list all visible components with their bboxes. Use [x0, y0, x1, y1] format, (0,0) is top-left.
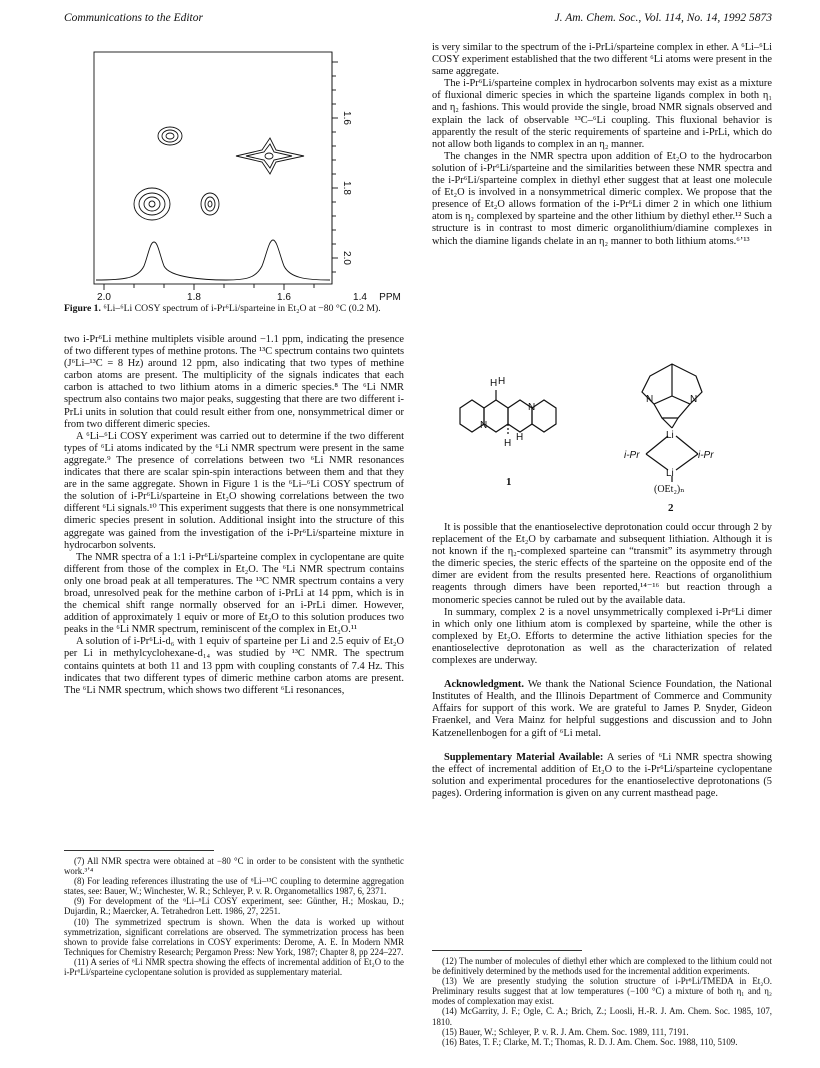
supplementary-material — [432, 752, 772, 800]
paragraph: A solution of i-Pr⁶Li-d₆ with 1 equiv of sparteine per Li and 2.5 equiv of Et₂O per Li in methylcyclohexane-d₁₄ was studied by ¹³C NMR. The spectrum contains quintets at both 11 and 13 ppm with coupling constants of 7.4 Hz. This indicates that two different types of dimeric methine carbon atoms are present. The ⁶Li NMR spectrum, which shows two different ⁶Li resonances, — [64, 636, 404, 696]
paragraph: two i-Pr⁶Li methine multiplets visible around −1.1 ppm, indicating the presence of two different types of methine protons. The ¹³C spectrum contains two quintets (J⁶Li–¹³C = 8 Hz) around 12 ppm, also indicating that two types of methine carbon atoms are present. The multiplicity of the signals indicates that each carbon is attached to two lithium atoms in a dimeric species.⁸ The ⁶Li NMR spectrum also contains two major peaks, suggesting that there are two different i-PrLi units in solution that could result either from one, nonsymmetrical dimer or from two different dimeric species. — [64, 334, 404, 430]
atom-label-n: N — [480, 420, 488, 431]
footnote: (12) The number of molecules of diethyl ether which are complexed to the lithium could not be definitively determined by the methods used for the incremental addition experiments. — [432, 956, 772, 977]
acknowledgment — [432, 679, 772, 739]
atom-label-li: Li — [666, 468, 674, 479]
structures-figure — [440, 356, 770, 486]
x-tick-label: 2.0 — [97, 292, 111, 300]
footnote: (11) A series of ⁶Li NMR spectra showing the effects of incremental addition of Et₂O to the i-Pr⁶Li/sparteine cyclopentane solution is provided as supplementary material. — [64, 956, 404, 978]
atom-label-n: N — [690, 394, 698, 405]
footnote: (7) All NMR spectra were obtained at −80 °C in order to be consistent with the synthetic work.³ʼ⁴ — [64, 856, 404, 877]
footnote: (8) For leading references illustrating the use of ⁶Li–¹³C coupling to determine aggregation states, see: Bauer, W.; Winchester, W. R.; Schleyer, P. v. R. Organometallics 1987, 6, 2371. — [64, 876, 404, 897]
structure-label-1: 1 — [506, 476, 512, 488]
x-tick-label: 1.4 — [353, 292, 367, 300]
diagonal-peak-lower-left — [134, 188, 170, 220]
atom-label-li: Li — [666, 430, 674, 441]
atom-label-ipr: i-Pr — [698, 450, 714, 461]
paragraph: A ⁶Li–⁶Li COSY experiment was carried out to determine if the two different types of ⁶Li atoms indicated by the ⁶Li NMR spectrum were present in the same aggregate.⁹ The presence of correlations between two ⁶Li NMR resonances indicates that there are scalar spin-spin interactions between them and that they are in the same aggregate. Shown in Figure 1 is the ⁶Li–⁶Li COSY spectrum of the solution of i-Pr⁶Li/sparteine in Et₂O showing correlations between the two different ⁶Li signals.¹⁰ This experiment suggests that there is one nonsymmetrical dimeric species present in solution. Additional insight into the structure of this aggregate was gained from the investigation of the i-Pr⁶Li/sparteine mixture in hydrocarbon solvents. — [64, 430, 404, 551]
diagonal-peak-center — [236, 138, 304, 174]
footnote-rule-left — [64, 850, 214, 851]
cosy-spectrum-figure — [86, 44, 404, 300]
running-header-left: Communications to the Editor — [64, 12, 203, 24]
paragraph: The changes in the NMR spectra upon addition of Et₂O to the hydrocarbon solution of i-Pr⁶Li/sparteine and the similarities between these NMR spectra and the i-Pr⁶Li/sparteine complex in diethyl ether suggest that at least one molecule of Et₂O is involved in a nonsymmetrical dimeric complex. We propose that the presence of Et₂O allows formation of the i-Pr⁶Li dimer 2 in which one lithium atom is η₂ complexed by sparteine and the other lithium by diethyl ether.¹² Such a structure is in contrast to most dimeric organolithium/diamine complexes in which the diamine ligands chelate in an η₂ manner to both lithium atoms.⁶ʼ¹³ — [432, 150, 772, 247]
atom-label-n: N — [528, 402, 536, 413]
acknowledgment-text: We thank the National Science Foundation, the National Institutes of Health, and the Illinois Department of Commerce and Community Affairs for support of this work. We are grateful to James P. Snyder, Gideon Fraenkel, and Vera Mainz for helpful suggestions and discussion and to John Katzenellenbogen for a gift of ⁶Li metal. — [432, 679, 772, 739]
figure-caption — [64, 303, 404, 314]
supplementary-text: A series of ⁶Li NMR spectra showing the effect of incremental addition of Et₂O to the i-Pr⁶Li/sparteine cyclopentane solution and experimental procedures for the enantioselective deprotonations (5 pages). Ordering information is given on any current masthead page. — [432, 751, 772, 799]
figure-caption-label: Figure 1. — [64, 303, 101, 314]
projection-trace — [96, 240, 330, 280]
left-column-body — [64, 334, 404, 697]
footnote: (10) The symmetrized spectrum is shown. When the data is worked up without symmetrization, significant correlations are observed. The symmetrization process has been shown to provide false correlations in COSY experiments: Derome, A. E. In Modern NMR Techniques for Chemistry Research; Pergamon Press: New York, 1987; Chapter 8, pp 224–227. — [64, 916, 404, 957]
right-footnotes — [432, 956, 772, 1047]
footnote: (15) Bauer, W.; Schleyer, P. v. R. J. Am. Chem. Soc. 1989, 111, 7191. — [442, 1026, 689, 1037]
right-column-bottom — [432, 522, 772, 800]
footnote: (9) For development of the ⁶Li–⁶Li COSY experiment, see: Günther, H.; Moskau, D.; Dujardin, R.; Maercker, A. Tetrahedron Lett. 1986, 27, 2251. — [64, 896, 404, 917]
y-tick-label: 1.6 — [341, 111, 352, 125]
x-unit-label: PPM — [379, 292, 401, 300]
atom-label-oet2: (OEt₂)ₙ — [654, 484, 685, 495]
cross-peak-upper-left — [158, 127, 182, 145]
footnote: (14) McGarrity, J. F.; Ogle, C. A.; Brich, Z.; Loosli, H.-R. J. Am. Chem. Soc. 1985, 107, 1810. — [432, 1006, 772, 1027]
atom-label-ipr: i-Pr — [624, 450, 640, 461]
x-tick-label: 1.6 — [277, 292, 291, 300]
paragraph: In summary, complex 2 is a novel unsymmetrically complexed i-Pr⁶Li dimer in which only one lithium atom is complexed by sparteine, while the other is complexed by Et₂O. Efforts to determine the active lithiation species for the enantioselective deprotonation as well as the characterization of related complexes are underway. — [432, 606, 772, 667]
atom-label-h: H — [504, 438, 512, 449]
figure-caption-text: ⁶Li–⁶Li COSY spectrum of i-Pr⁶Li/sparteine in Et₂O at −80 °C (0.2 M). — [103, 303, 381, 314]
paragraph: The NMR spectra of a 1:1 i-Pr⁶Li/sparteine complex in cyclopentane are quite different from those of the complex in Et₂O. The ⁶Li NMR spectrum contains only one broad peak at all temperatures. The ¹³C NMR spectrum contains a very broad, unresolved peak for the methine carbon of i-PrLi at 14 ppm, which is in the chemical shift range normally observed for an i-PrLi dimer. However, addition of approximately 1 equiv or more of Et₂O to this solution produces two peaks in the ⁶Li NMR spectrum, reminiscent of the complex in Et₂O.¹¹ — [64, 551, 404, 636]
right-column-top — [432, 42, 772, 248]
running-header-right: J. Am. Chem. Soc., Vol. 114, No. 14, 1992 5873 — [554, 12, 772, 24]
paragraph: is very similar to the spectrum of the i-PrLi/sparteine complex in ether. A ⁶Li–⁶Li COSY experiment established that the two different ⁶Li atoms were present in the same aggregate. — [432, 42, 772, 78]
footnote-rule-right — [432, 950, 582, 951]
atom-label-h: H — [490, 378, 498, 389]
atom-label-h: H — [516, 432, 524, 443]
x-tick-label: 1.8 — [187, 292, 201, 300]
structure-label-2: 2 — [668, 502, 674, 514]
spectrum-frame — [94, 52, 332, 284]
acknowledgment-heading: Acknowledgment. — [444, 679, 524, 691]
supplementary-heading: Supplementary Material Available: — [444, 751, 604, 763]
sparteine-structure — [460, 390, 556, 436]
atom-label-h: H — [498, 376, 506, 387]
y-tick-label: 1.8 — [341, 181, 352, 195]
footnote: (16) Bates, T. F.; Clarke, M. T.; Thomas, R. D. J. Am. Chem. Soc. 1988, 110, 5109. — [442, 1036, 738, 1047]
left-footnotes — [64, 856, 404, 977]
y-tick-label: 2.0 — [341, 251, 352, 265]
atom-label-n: N — [646, 394, 654, 405]
paragraph: It is possible that the enantioselective deprotonation could occur through 2 by replacement of the Et₂O by carbamate and subsequent lithiation. Although it is not known if the η₂-complexed sparteine can “transmit” its asymmetry through the dimeric species, the steric effects of the sparteine on the opposite end of the dimer are evident from the results presented here. Reactions of organolithium reagents through dimers have been reported,¹⁴⁻¹⁶ but reaction through a monomeric species cannot be ruled out by the available data. — [432, 522, 772, 606]
complex-structure — [642, 364, 702, 482]
cross-peak-lower-center — [201, 193, 219, 215]
paragraph: The i-Pr⁶Li/sparteine complex in hydrocarbon solvents may exist as a mixture of fluxional dimeric species in which the sparteine ligands complex in both η₁ and η₂ fashions. This would provide the single, broad NMR signals observed and explain the lack of observable ¹³C–⁶Li coupling. This fluxional behavior is apparently the result of the steric requirements of sparteine and i-PrLi, which do not allow both ligands to complex in an η₂ manner. — [432, 78, 772, 150]
footnote: (13) We are presently studying the solution structure of i-Pr⁶Li/TMEDA in Et₂O. Preliminary results suggest that at low temperatures (−100 °C) a mixture of both η₁ and η₂ modes of complexation may exist. — [432, 976, 772, 1007]
